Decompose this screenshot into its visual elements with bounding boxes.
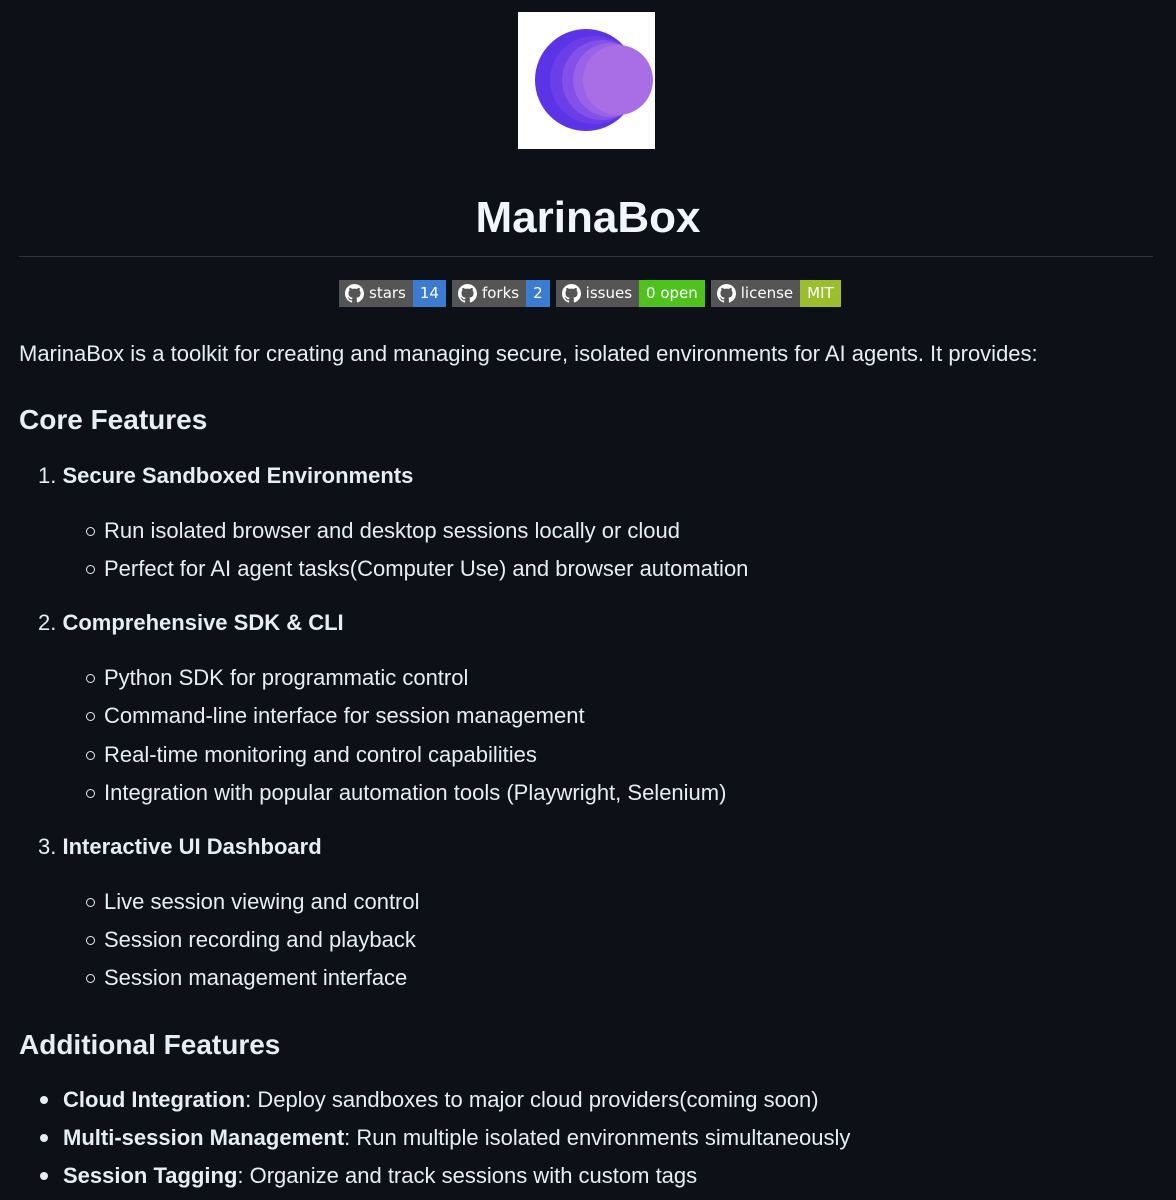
issues-badge[interactable] bbox=[556, 280, 705, 307]
circle-bullet-icon bbox=[86, 974, 95, 983]
license-badge-value: MIT bbox=[800, 280, 841, 307]
list-item bbox=[86, 779, 726, 807]
list-item bbox=[86, 888, 420, 916]
list-item bbox=[86, 555, 748, 583]
forks-badge[interactable] bbox=[452, 280, 550, 307]
forks-label-text: forks bbox=[481, 284, 520, 302]
page-title: MarinaBox bbox=[475, 193, 701, 242]
stars-badge[interactable] bbox=[339, 280, 446, 307]
list-item-text: Session recording and playback bbox=[104, 927, 416, 952]
marinabox-logo bbox=[518, 12, 655, 149]
numbered-item-1 bbox=[38, 462, 413, 490]
intro-paragraph: MarinaBox is a toolkit for creating and managing secure, isolated environments for AI agents. It provides: bbox=[19, 341, 1038, 366]
issues-label-text: issues bbox=[585, 284, 633, 302]
item-title: Secure Sandboxed Environments bbox=[62, 463, 414, 488]
stars-label-text: stars bbox=[369, 284, 406, 302]
issues-badge-value: 0 open bbox=[639, 280, 705, 307]
feature-desc: : Deploy sandboxes to major cloud providers(coming soon) bbox=[245, 1087, 819, 1112]
license-badge[interactable] bbox=[711, 280, 841, 307]
disc-bullet-icon bbox=[40, 1134, 48, 1142]
github-icon bbox=[717, 284, 736, 303]
numbered-item-3 bbox=[38, 833, 322, 861]
circle-bullet-icon bbox=[86, 565, 95, 574]
stars-badge-value: 14 bbox=[413, 280, 446, 307]
feature-term: Session Tagging bbox=[63, 1163, 238, 1188]
list-item bbox=[86, 702, 585, 730]
circle-bullet-icon bbox=[86, 527, 95, 536]
list-item bbox=[40, 1124, 850, 1152]
forks-badge-value: 2 bbox=[526, 280, 550, 307]
circle-bullet-icon bbox=[86, 712, 95, 721]
list-item bbox=[86, 926, 416, 954]
badge-row bbox=[339, 280, 841, 307]
list-item-text: Python SDK for programmatic control bbox=[104, 665, 469, 690]
logo-circles-icon bbox=[518, 12, 655, 149]
item-title: Interactive UI Dashboard bbox=[62, 834, 322, 859]
list-item-text: Live session viewing and control bbox=[104, 889, 420, 914]
disc-bullet-icon bbox=[40, 1172, 48, 1180]
list-item bbox=[86, 741, 537, 769]
feature-desc: : Run multiple isolated environments simultaneously bbox=[344, 1125, 851, 1150]
additional-features-heading: Additional Features bbox=[19, 1029, 281, 1060]
disc-bullet-icon bbox=[40, 1096, 48, 1104]
circle-bullet-icon bbox=[86, 674, 95, 683]
list-item bbox=[40, 1086, 819, 1114]
list-item bbox=[86, 517, 680, 545]
license-label-text: license bbox=[740, 284, 794, 302]
forks-badge-label bbox=[452, 280, 526, 307]
item-number: 1. bbox=[38, 463, 57, 488]
circle-bullet-icon bbox=[86, 936, 95, 945]
github-icon bbox=[562, 284, 581, 303]
license-badge-label bbox=[711, 280, 800, 307]
list-item-text: Command-line interface for session management bbox=[104, 703, 585, 728]
github-icon bbox=[345, 284, 364, 303]
stars-badge-label bbox=[339, 280, 413, 307]
core-features-heading: Core Features bbox=[19, 404, 208, 435]
item-number: 2. bbox=[38, 610, 57, 635]
list-item-text: Real-time monitoring and control capabilities bbox=[104, 742, 537, 767]
numbered-item-2 bbox=[38, 609, 344, 637]
list-item-text: Session management interface bbox=[104, 965, 408, 990]
circle-bullet-icon bbox=[86, 898, 95, 907]
item-number: 3. bbox=[38, 834, 57, 859]
circle-bullet-icon bbox=[86, 789, 95, 798]
list-item bbox=[86, 964, 407, 992]
title-divider bbox=[19, 256, 1153, 257]
list-item-text: Integration with popular automation tools (Playwright, Selenium) bbox=[104, 780, 727, 805]
feature-term: Cloud Integration bbox=[63, 1087, 246, 1112]
feature-desc: : Organize and track sessions with custom tags bbox=[237, 1163, 698, 1188]
feature-term: Multi-session Management bbox=[63, 1125, 345, 1150]
list-item-text: Perfect for AI agent tasks(Computer Use) and browser automation bbox=[104, 556, 749, 581]
issues-badge-label bbox=[556, 280, 639, 307]
list-item bbox=[86, 664, 468, 692]
circle-bullet-icon bbox=[86, 751, 95, 760]
list-item bbox=[40, 1162, 697, 1190]
github-icon bbox=[458, 284, 477, 303]
list-item-text: Run isolated browser and desktop sessions locally or cloud bbox=[104, 518, 680, 543]
item-title: Comprehensive SDK & CLI bbox=[62, 610, 344, 635]
